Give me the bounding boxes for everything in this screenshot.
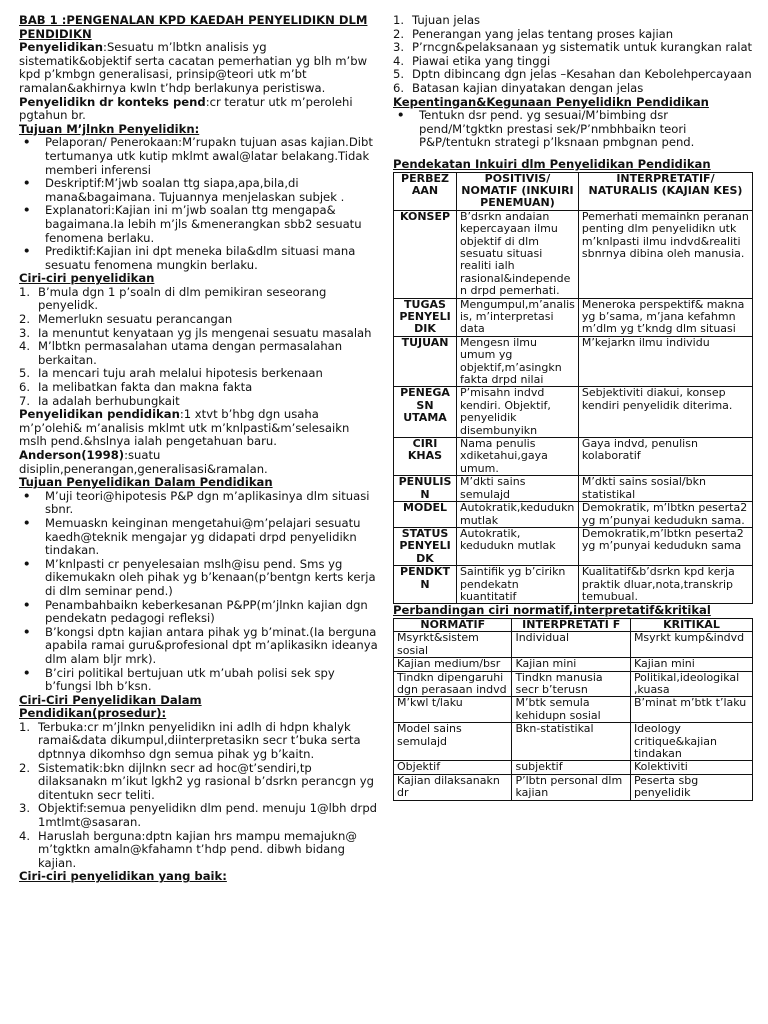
definition-text: :1 xtvt b’hbg dgn usaha m’p’olehi& m’analisis mklmt utk m’knlpasti&m’selesaikn mslh pend.&hslnya ialah pengetahuan baru.: [19, 407, 350, 449]
table-cell: Kajian mini: [630, 658, 752, 671]
table-cell: Autokratik, kedudukn mutlak: [457, 527, 579, 565]
list-item-text: Explanatori:Kajian ini m’jwb soalan ttg mengapa& bagaimana.Ia lebih m’jls &menerangkan sbb2 sesuatu fenomena berlaku.: [45, 203, 362, 245]
table-cell: Bkn-statistikal: [512, 723, 630, 761]
table-cell: P’lbtn personal dlm kajian: [512, 774, 630, 800]
list-item-text: M’knlpasti cr penyelesaian mslh@isu pend. Sms yg dikemukakn oleh pihak yg b’kenaan(p’bentgn kerts kerja di dlm seminar pend.): [45, 556, 376, 598]
table-row: [394, 697, 753, 723]
heading-line: Pendidikan(prosedur):: [19, 706, 167, 721]
table-cell: subjektif: [512, 761, 630, 774]
tujuan-pendidikan-list: [19, 490, 379, 694]
list-item-text: Objektif:semua penyelidikn dlm pend. menuju 1@lbh drpd 1mtlmt@sasaran.: [38, 801, 378, 830]
tujuan-list: [19, 136, 379, 272]
table-cell: Peserta sbg penyelidik: [630, 774, 752, 800]
table-row: [394, 298, 753, 336]
table-body: [394, 210, 753, 604]
table-cell: M’dkti sains sosial/bkn statistikal: [578, 476, 752, 502]
list-item: 7. Ia adalah berhubungkait: [19, 393, 180, 408]
table-header-cell: NORMATIF: [394, 618, 512, 631]
table-cell: Model sains semulajd: [394, 723, 512, 761]
table-cell: Kajian dilaksanakn dr: [394, 774, 512, 800]
table-cell: PENULIS N: [394, 476, 457, 502]
bullet-icon: •: [23, 244, 31, 259]
chapter-title: BAB 1 :PENGENALAN KPD KAEDAH PENYELIDIKN DLM PENDIDIKN: [19, 13, 368, 41]
bullet-icon: •: [23, 135, 31, 150]
table-row: [394, 336, 753, 387]
bullet-icon: •: [23, 556, 31, 571]
table-header-cell: POSITIVIS/ NOMATIF (INKUIRI PENEMUAN): [457, 172, 579, 210]
ciri-list: [19, 286, 379, 408]
list-item-text: Pelaporan/ Penerokaan:M’rupakn tujuan asas kajian.Dibt tertumanya utk kutip mklmt awal@latar belakang.Tidak memberi inferensi: [45, 135, 373, 177]
list-item-text: M’lbtkn permasalahan utama dengan permasalahan berkaitan.: [38, 339, 343, 367]
table-cell: PENDKT N: [394, 566, 457, 604]
table-caption-inkuiri: Pendekatan Inkuiri dlm Penyelidikan Pendidikan: [393, 156, 711, 171]
list-item: 6. Ia melibatkan fakta dan makna fakta: [19, 380, 253, 395]
list-item: [19, 245, 379, 272]
list-item: 1. Terbuka:cr m’jlnkn penyelidikn ini adlh di hdpn khalyk ramai&data dikumpul,diinterpretasikn secr t’buka serta dptnnya dikomhso dgn semua pihak yg b’kaitn.: [19, 719, 361, 762]
definition-anderson: [19, 449, 379, 476]
table-cell: P’misahn indvd kendiri. Objektif, penyelidik disembunyikn: [457, 387, 579, 438]
table-cell: Nama penulis xdiketahui,gaya umum.: [457, 438, 579, 476]
list-item: 1. B’mula dgn 1 p’soaln di dlm pemikiran seseorang penyelidk.: [19, 284, 327, 313]
table-cell: Pemerhati memainkn peranan penting dlm penyelidikn utk m’knlpasti ilmu indvd&realiti sbnrnya dibina oleh manusia.: [578, 210, 752, 298]
table-cell: Demokratik, m’lbtkn peserta2 yg m’punyai kedudukn sama.: [578, 502, 752, 528]
list-item: 4. Piawai etika yang tinggi: [393, 53, 551, 68]
list-item-text: Tentukn dsr pend. yg sesuai/M’bimbing dsr pend/M’tgktkn prestasi sek/P’nmbhbaikn teori P&P/tentukn strategi p’lksnaan pmbgnan pend.: [419, 108, 695, 150]
definition-term: Anderson(1998): [19, 448, 125, 462]
list-item-text: Batasan kajian dinyatakan dengan jelas: [412, 80, 644, 95]
table-cell: Demokratik,m’lbtkn peserta2 yg m’punyai kedudukn sama: [578, 527, 752, 565]
definition-penyelidikan: [19, 41, 379, 95]
list-item-text: Penerangan yang jelas tentang proses kajian: [412, 26, 674, 41]
list-item-text: Haruslah berguna:dptn kajian hrs mampu memajukn@ m’tgktkn amaln@kfahamn t’hdp pend. dibwh bidang kajian.: [38, 828, 357, 870]
table-row: [394, 632, 753, 658]
list-item: 4. M’lbtkn permasalahan utama dengan permasalahan berkaitan.: [19, 339, 343, 367]
table-cell: M’kejarkn ilmu individu: [578, 336, 752, 387]
list-item: 3. P’rncgn&pelaksanaan yg sistematik untuk kurangkan ralat: [393, 40, 753, 55]
section-heading-ciri-baik: Ciri-ciri penyelidikan yang baik:: [19, 869, 227, 884]
table-cell: Politikal,ideologikal ,kuasa: [630, 671, 752, 697]
table-cell: Sebjektiviti diakui, konsep kendiri penyelidik diterima.: [578, 387, 752, 438]
list-item-text: Ia mencari tuju arah melalui hipotesis berkenaan: [38, 366, 323, 381]
table-header-row: [394, 172, 753, 210]
section-heading-tujuan: Tujuan M’jlnkn Penyelidikn:: [19, 121, 200, 136]
table-cell: Objektif: [394, 761, 512, 774]
table-cell: M’btk semula kehidupn sosial: [512, 697, 630, 723]
list-item-text: Prediktif:Kajian ini dpt meneka bila&dlm situasi mana sesuatu fenomena mungkin berlaku.: [45, 244, 356, 272]
table-row: [394, 438, 753, 476]
section-heading-tujuan-pendidikan: Tujuan Penyelidikan Dalam Pendidikan: [19, 475, 273, 490]
list-item-text: Penambahbaikn keberkesanan P&PP(m’jlnkn kajian dgn pendekatn pedagogi refleksi): [45, 597, 368, 626]
table-row: [394, 502, 753, 528]
list-item: 4. Haruslah berguna:dptn kajian hrs mampu memajukn@ m’tgktkn amaln@kfahamn t’hdp pend. dibwh bidang kajian.: [19, 828, 357, 870]
table-row: [394, 476, 753, 502]
table-row: [394, 566, 753, 604]
table-header-row: [394, 618, 753, 631]
right-column: [393, 14, 753, 801]
list-item-text: Ia melibatkan fakta dan makna fakta: [38, 380, 253, 395]
list-item: 3. Ia menuntut kenyataan yg jls mengenai sesuatu masalah: [19, 325, 372, 340]
list-item-text: Dptn dibincang dgn jelas –Kesahan dan Kebolehpercayaan: [412, 67, 752, 82]
table-cell: B’minat m’btk t’laku: [630, 697, 752, 723]
list-item-text: Tujuan jelas: [412, 13, 481, 27]
list-item-text: Piawai etika yang tinggi: [412, 53, 551, 68]
list-item-text: B’kongsi dptn kajian antara pihak yg b’minat.(Ia berguna apabila ramai guru&profesional dpt m’aplikasikn ideanya dlm alam bljr mrk).: [45, 624, 378, 666]
definition-term: Penyelidikan pendidikan: [19, 407, 180, 422]
list-item-text: Memuaskn keinginan mengetahui@m’pelajari sesuatu kaedh@teknik mengajar yg didapati drpd penyelidikn tindakan.: [45, 515, 361, 558]
list-item: [19, 626, 379, 667]
list-item: [19, 667, 379, 694]
bullet-icon: •: [23, 203, 31, 218]
definition-term: Penyelidikn dr konteks pend: [19, 94, 206, 109]
table-row: [394, 761, 753, 774]
table-cell: STATUS PENYELI DK: [394, 527, 457, 565]
list-item: 5. Ia mencari tuju arah melalui hipotesis berkenaan: [19, 366, 323, 381]
table-perbandingan: [393, 618, 753, 801]
table-cell: Msyrkt&sistem sosial: [394, 632, 512, 658]
list-item: 6. Batasan kajian dinyatakan dengan jelas: [393, 80, 644, 95]
list-item-text: B’mula dgn 1 p’soaln di dlm pemikiran seseorang penyelidk.: [38, 284, 327, 313]
list-item: 2. Memerlukn sesuatu perancangan: [19, 312, 233, 327]
bullet-icon: •: [23, 624, 31, 639]
list-item: 2. Sistematik:bkn dijlnkn secr ad hoc@t’sendiri,tp dilaksanakn m’ikut lgkh2 yg rasional b’dsrkn perancgn yg ditentukn secr teliti.: [19, 760, 374, 802]
table-cell: M’dkti sains semulajd: [457, 476, 579, 502]
table-row: [394, 671, 753, 697]
heading-line: Ciri-Ciri Penyelidikan Dalam: [19, 692, 202, 707]
list-item: [19, 136, 379, 177]
table-cell: TUGAS PENYELI DIK: [394, 298, 457, 336]
table-row: [394, 387, 753, 438]
list-item: 3. Objektif:semua penyelidikn dlm pend. menuju 1@lbh drpd 1mtlmt@sasaran.: [19, 801, 378, 830]
table-cell: Tindkn dipengaruhi dgn perasaan indvd: [394, 671, 512, 697]
kepentingan-list: [393, 109, 753, 150]
bullet-icon: •: [23, 515, 31, 530]
prosedur-list: [19, 721, 379, 871]
list-item: 2. Penerangan yang jelas tentang proses kajian: [393, 26, 674, 41]
list-item-text: B’ciri politikal bertujuan utk m’ubah polisi sek spy b’fungsi lbh b’ksn.: [45, 665, 335, 694]
table-header-cell: KRITIKAL: [630, 618, 752, 631]
list-item: [19, 490, 379, 517]
table-cell: KONSEP: [394, 210, 457, 298]
list-item-text: Memerlukn sesuatu perancangan: [38, 312, 233, 327]
table-cell: Individual: [512, 632, 630, 658]
table-row: [394, 723, 753, 761]
table-cell: M’kwl t/laku: [394, 697, 512, 723]
table-cell: Tindkn manusia secr b’terusn: [512, 671, 630, 697]
table-row: [394, 658, 753, 671]
table-cell: Mengesn ilmu umum yg objektif,m’asingkn fakta drpd nilai: [457, 336, 579, 387]
ciri-baik-list: [393, 14, 753, 96]
section-heading-ciri: Ciri-ciri penyelidikan: [19, 271, 155, 286]
table-cell: TUJUAN: [394, 336, 457, 387]
list-item: [19, 177, 379, 204]
table-cell: Mengumpul,m’analis is, m’interpretasi data: [457, 298, 579, 336]
list-item-text: Ia adalah berhubungkait: [38, 393, 180, 408]
table-cell: Saintifik yg b’cirikn pendekatn kuantitatif: [457, 566, 579, 604]
table-body: [394, 632, 753, 800]
left-column: [19, 14, 379, 884]
definition-konteks-pend: [19, 96, 379, 123]
table-cell: Meneroka perspektif& makna yg b’sama, m’jana kefahmn m’dlm yg t’kndg dlm situasi: [578, 298, 752, 336]
table-header-cell: INTERPRETATI F: [512, 618, 630, 631]
section-heading-prosedur: [19, 694, 379, 721]
bullet-icon: •: [23, 488, 31, 503]
list-item: [19, 558, 379, 599]
table-cell: Kualitatif&b’dsrkn kpd kerja praktik dluar,nota,transkrip temubual.: [578, 566, 752, 604]
table-header-cell: PERBEZ AAN: [394, 172, 457, 210]
list-item-text: Ia menuntut kenyataan yg jls mengenai sesuatu masalah: [38, 325, 372, 340]
bullet-icon: •: [23, 597, 31, 612]
list-item: [19, 517, 379, 558]
definition-penyelidikan-pendidikan: [19, 408, 379, 449]
table-cell: Kajian medium/bsr: [394, 658, 512, 671]
bullet-icon: •: [23, 176, 31, 191]
table-cell: Ideology critique&kajian tindakan: [630, 723, 752, 761]
table-cell: PENEGA SN UTAMA: [394, 387, 457, 438]
list-item: 1. Tujuan jelas: [393, 13, 481, 27]
table-pendekatan-inkuiri: [393, 172, 753, 605]
table-cell: B’dsrkn andaian kepercayaan ilmu objektif di dlm sesuatu situasi realiti ialh rasional&independe n drpd pemerhati.: [457, 210, 579, 298]
table-cell: CIRI KHAS: [394, 438, 457, 476]
table-caption-perbandingan: Perbandingan ciri normatif,interpretatif&kritikal: [393, 603, 711, 618]
table-row: [394, 774, 753, 800]
list-item: [19, 599, 379, 626]
definition-term: Penyelidikan: [19, 40, 104, 55]
bullet-icon: •: [23, 665, 31, 680]
list-item-text: Sistematik:bkn dijlnkn secr ad hoc@t’sendiri,tp dilaksanakn m’ikut lgkh2 yg rasional b’dsrkn perancgn yg ditentukn secr teliti.: [38, 760, 374, 802]
table-cell: Autokratik,kedudukn mutlak: [457, 502, 579, 528]
definition-text: :suatu disiplin,penerangan,generalisasi&ramalan.: [19, 448, 268, 476]
table-cell: Kajian mini: [512, 658, 630, 671]
bullet-icon: •: [397, 108, 405, 123]
table-cell: MODEL: [394, 502, 457, 528]
list-item-text: Terbuka:cr m’jlnkn penyelidikn ini adlh di hdpn khalyk ramai&data dikumpul,diinterpretasikn secr t’buka serta dptnnya dikomhso dgn semua pihak yg b’kaitn.: [38, 719, 361, 762]
list-item: [19, 204, 379, 245]
table-row: [394, 527, 753, 565]
table-header-cell: INTERPRETATIF/ NATURALIS (KAJIAN KES): [578, 172, 752, 210]
table-cell: Kolektiviti: [630, 761, 752, 774]
list-item-text: Deskriptif:M’jwb soalan ttg siapa,apa,bila,di mana&bagaimana. Tujuannya menjelaskan subjek .: [45, 176, 345, 204]
table-cell: Gaya indvd, penulisn kolaboratif: [578, 438, 752, 476]
list-item: [393, 109, 753, 150]
list-item: 5. Dptn dibincang dgn jelas –Kesahan dan Kebolehpercayaan: [393, 67, 752, 82]
definition-text: :cr teratur utk m’perolehi pgtahun br.: [19, 94, 353, 123]
table-row: [394, 210, 753, 298]
list-item-text: P’rncgn&pelaksanaan yg sistematik untuk kurangkan ralat: [412, 40, 753, 55]
table-cell: Msyrkt kump&indvd: [630, 632, 752, 658]
list-item-text: M’uji teori@hipotesis P&P dgn m’aplikasinya dlm situasi sbnr.: [45, 488, 370, 517]
definition-text: :Sesuatu m’lbtkn analisis yg sistematik&objektif serta cacatan pemerhatian yg blh m’bw kpd p’kmbgn generalisasi, prinsip@teori utk m’bt ramalan&akhirnya kwln t’hdp berlakunya peristiswa.: [19, 40, 368, 95]
section-heading-kepentingan: Kepentingan&Kegunaan Penyelidikn Pendidikan: [393, 94, 709, 109]
